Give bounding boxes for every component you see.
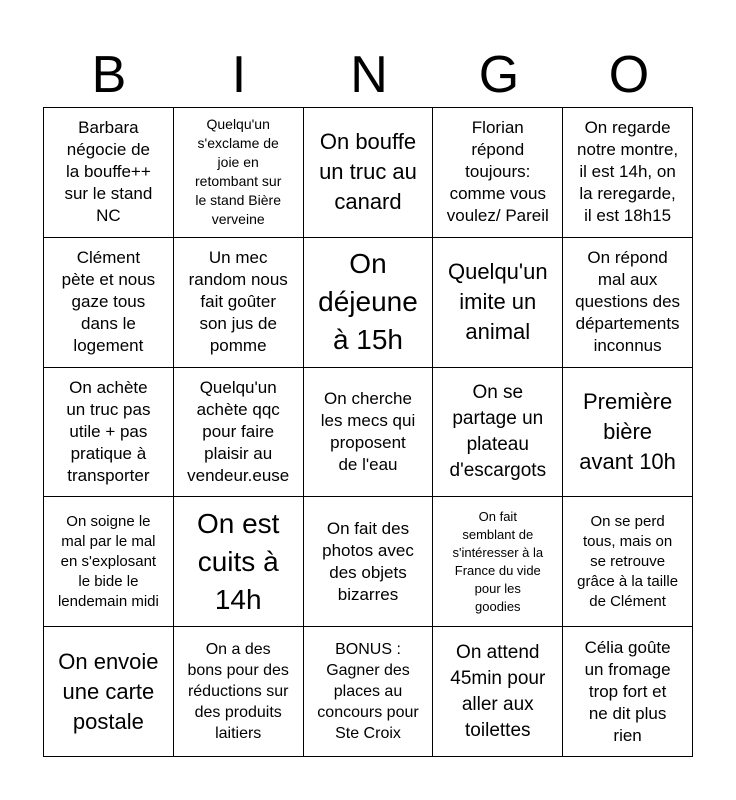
bingo-cell[interactable]: Florian répond toujours: comme vous voulez/ Pareil [433, 108, 563, 238]
bingo-cell[interactable]: On a des bons pour des réductions sur des produits laitiers [174, 627, 304, 757]
bingo-cell[interactable]: On déjeune à 15h [304, 238, 434, 368]
bingo-cell[interactable]: On est cuits à 14h [174, 497, 304, 627]
header-letter-g: G [478, 46, 520, 104]
bingo-cell[interactable]: On fait semblant de s'intéresser à la France du vide pour les goodies [433, 497, 563, 627]
bingo-cell[interactable]: On fait des photos avec des objets bizarres [304, 497, 434, 627]
bingo-grid [43, 107, 693, 757]
bingo-cell[interactable]: Quelqu'un achète qqc pour faire plaisir au vendeur.euse [174, 368, 304, 498]
bingo-cell[interactable]: Barbara négocie de la bouffe++ sur le stand NC [44, 108, 174, 238]
bingo-cell[interactable]: On se partage un plateau d'escargots [433, 368, 563, 498]
bingo-cell[interactable]: Quelqu'un imite un animal [433, 238, 563, 368]
bingo-cell[interactable]: On envoie une carte postale [44, 627, 174, 757]
bingo-cell[interactable]: Un mec random nous fait goûter son jus de pomme [174, 238, 304, 368]
bingo-cell[interactable]: On se perd tous, mais on se retrouve grâce à la taille de Clément [563, 497, 693, 627]
bingo-cell[interactable]: Quelqu'un s'exclame de joie en retombant sur le stand Bière verveine [174, 108, 304, 238]
bingo-cell[interactable]: Première bière avant 10h [563, 368, 693, 498]
header-letter-i: I [231, 46, 247, 104]
bingo-cell[interactable]: Célia goûte un fromage trop fort et ne dit plus rien [563, 627, 693, 757]
header-letter-b: B [91, 46, 127, 104]
bingo-cell[interactable]: On regarde notre montre, il est 14h, on la reregarde, il est 18h15 [563, 108, 693, 238]
bingo-cell[interactable]: On achète un truc pas utile + pas pratique à transporter [44, 368, 174, 498]
bingo-cell[interactable]: On bouffe un truc au canard [304, 108, 434, 238]
header-letter-o: O [608, 46, 650, 104]
bingo-cell[interactable]: Clément pète et nous gaze tous dans le logement [44, 238, 174, 368]
header-letter-n: N [350, 46, 388, 104]
bingo-header [44, 44, 694, 106]
bingo-cell[interactable]: BONUS : Gagner des places au concours pour Ste Croix [304, 627, 434, 757]
bingo-cell[interactable]: On soigne le mal par le mal en s'explosant le bide le lendemain midi [44, 497, 174, 627]
bingo-cell[interactable]: On cherche les mecs qui proposent de l'eau [304, 368, 434, 498]
bingo-cell[interactable]: On attend 45min pour aller aux toilettes [433, 627, 563, 757]
bingo-cell[interactable]: On répond mal aux questions des départements inconnus [563, 238, 693, 368]
